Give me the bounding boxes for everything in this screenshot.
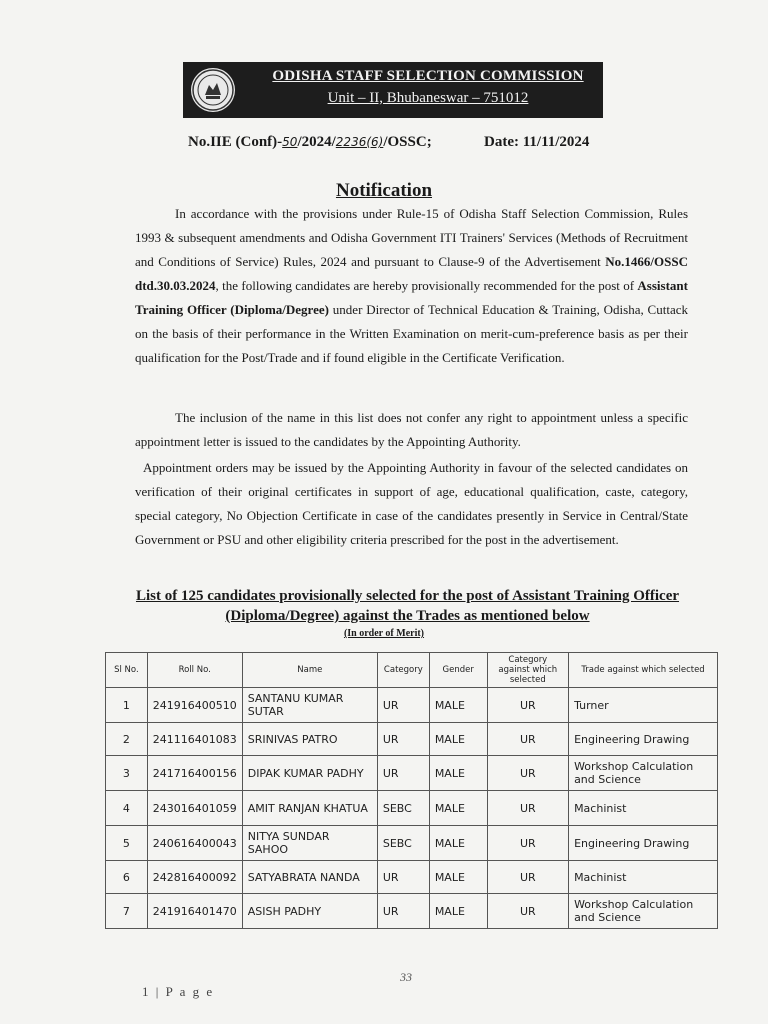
- p1-post: Assistant Training Officer (Diploma/Degree): [135, 278, 688, 317]
- candidates-table: [105, 652, 718, 929]
- cell-cat-selected: UR: [487, 756, 569, 791]
- notification-title: Notification: [335, 180, 433, 201]
- cell-roll: 242816400092: [147, 861, 242, 894]
- cell-cat-selected: UR: [487, 826, 569, 861]
- cell-name: DIPAK KUMAR PADHY: [242, 756, 377, 791]
- p1-text-c: under Director of Technical Education & Training, Odisha, Cuttack on the basis of their performance in the Written Examination on merit-cum-preference basis as per their qualification for the Post/Trade and if found eligible in the Certificate Verification.: [135, 302, 688, 365]
- cell-name: SANTANU KUMAR SUTAR: [242, 688, 377, 723]
- cell-gender: MALE: [429, 791, 487, 826]
- notification-date: Date: 11/11/2024: [484, 134, 590, 150]
- cell-category: UR: [377, 688, 429, 723]
- cell-cat-selected: UR: [487, 688, 569, 723]
- cell-cat-selected: UR: [487, 723, 569, 756]
- cell-trade: Machinist: [569, 861, 718, 894]
- cell-category: SEBC: [377, 826, 429, 861]
- table-row: [106, 894, 718, 929]
- p1-text-a: In accordance with the provisions under Rule-15 of Odisha Staff Selection Commission, Rules 1993 & subsequent amendments and Odisha Government ITI Trainers' Services (Methods of Recruitment and Conditions of Service) Rules, 2024 and pursuant to Clause-9 of the Advertisement: [135, 206, 688, 269]
- col-gender: Gender: [429, 653, 487, 688]
- cell-roll: 241916401470: [147, 894, 242, 929]
- cell-gender: MALE: [429, 723, 487, 756]
- col-roll: Roll No.: [147, 653, 242, 688]
- table-row: [106, 756, 718, 791]
- cell-name: SATYABRATA NANDA: [242, 861, 377, 894]
- odisha-emblem-logo: [191, 68, 235, 112]
- cell-category: UR: [377, 723, 429, 756]
- list-subtitle: (In order of Merit): [343, 628, 425, 639]
- cell-roll: 241916400510: [147, 688, 242, 723]
- cell-name: SRINIVAS PATRO: [242, 723, 377, 756]
- cell-cat-selected: UR: [487, 894, 569, 929]
- cell-cat-selected: UR: [487, 791, 569, 826]
- cell-trade: Engineering Drawing: [569, 826, 718, 861]
- cell-sl: 2: [106, 723, 148, 756]
- p3-text: Appointment orders may be issued by the Appointing Authority in favour of the selected candidates on verification of their original certificates in support of age, educational qualification, caste, category, special category, No Objection Certificate in case of the candidates presently in Service in Central/State Government or PSU and other eligibility criteria prescribed for the post in the advertisement.: [135, 460, 688, 547]
- cell-category: UR: [377, 894, 429, 929]
- cell-sl: 3: [106, 756, 148, 791]
- cell-gender: MALE: [429, 688, 487, 723]
- reference-number: [188, 134, 432, 151]
- cell-name: NITYA SUNDAR SAHOO: [242, 826, 377, 861]
- cell-roll: 240616400043: [147, 826, 242, 861]
- table-row: [106, 826, 718, 861]
- col-trade: Trade against which selected: [569, 653, 718, 688]
- cell-cat-selected: UR: [487, 861, 569, 894]
- cell-roll: 241716400156: [147, 756, 242, 791]
- table-header-row: [106, 653, 718, 688]
- col-name: Name: [242, 653, 377, 688]
- ref-suffix: /OSSC;: [383, 134, 432, 150]
- cell-sl: 6: [106, 861, 148, 894]
- header-banner: [183, 62, 603, 118]
- cell-category: UR: [377, 756, 429, 791]
- cell-category: SEBC: [377, 791, 429, 826]
- paragraph-3: [135, 456, 688, 552]
- cell-gender: MALE: [429, 861, 487, 894]
- cell-trade: Turner: [569, 688, 718, 723]
- cell-roll: 241116401083: [147, 723, 242, 756]
- paragraph-2: [135, 406, 688, 454]
- handwritten-page-mark: 33: [400, 970, 412, 984]
- col-cat-selected: Category against which selected: [487, 653, 569, 688]
- org-unit: Unit – II, Bhubaneswar – 751012: [327, 90, 529, 106]
- table-row: [106, 688, 718, 723]
- cell-sl: 4: [106, 791, 148, 826]
- col-category: Category: [377, 653, 429, 688]
- paragraph-1: [135, 202, 688, 370]
- ref-prefix: No.IIE (Conf)-: [188, 134, 283, 150]
- cell-trade: Engineering Drawing: [569, 723, 718, 756]
- cell-trade: Machinist: [569, 791, 718, 826]
- cell-trade: Workshop Calculation and Science: [569, 894, 718, 929]
- org-name: ODISHA STAFF SELECTION COMMISSION: [272, 68, 584, 84]
- cell-gender: MALE: [429, 894, 487, 929]
- cell-category: UR: [377, 861, 429, 894]
- list-title: List of 125 candidates provisionally selected for the post of Assistant Training Officer (Diploma/Degree) against the Trades as mentioned below: [135, 588, 680, 624]
- cell-gender: MALE: [429, 826, 487, 861]
- page-number: 1 | P a g e: [142, 984, 215, 999]
- ref-handwritten-number: 2236(6): [335, 135, 384, 149]
- p1-advertisement: No.1466/OSSC dtd.30.03.2024: [135, 254, 688, 293]
- cell-sl: 5: [106, 826, 148, 861]
- col-sl: Sl No.: [106, 653, 148, 688]
- table-row: [106, 861, 718, 894]
- p2-text: The inclusion of the name in this list does not confer any right to appointment unless a specific appointment letter is issued to the candidates by the Appointing Authority.: [135, 410, 688, 449]
- cell-name: ASISH PADHY: [242, 894, 377, 929]
- cell-sl: 7: [106, 894, 148, 929]
- cell-trade: Workshop Calculation and Science: [569, 756, 718, 791]
- cell-name: AMIT RANJAN KHATUA: [242, 791, 377, 826]
- p1-text-b: , the following candidates are hereby provisionally recommended for the post of: [215, 278, 638, 293]
- cell-roll: 243016401059: [147, 791, 242, 826]
- ref-conf-number: 50: [282, 135, 298, 149]
- table-row: [106, 723, 718, 756]
- table-row: [106, 791, 718, 826]
- ref-year: /2024/: [297, 134, 336, 150]
- cell-gender: MALE: [429, 756, 487, 791]
- cell-sl: 1: [106, 688, 148, 723]
